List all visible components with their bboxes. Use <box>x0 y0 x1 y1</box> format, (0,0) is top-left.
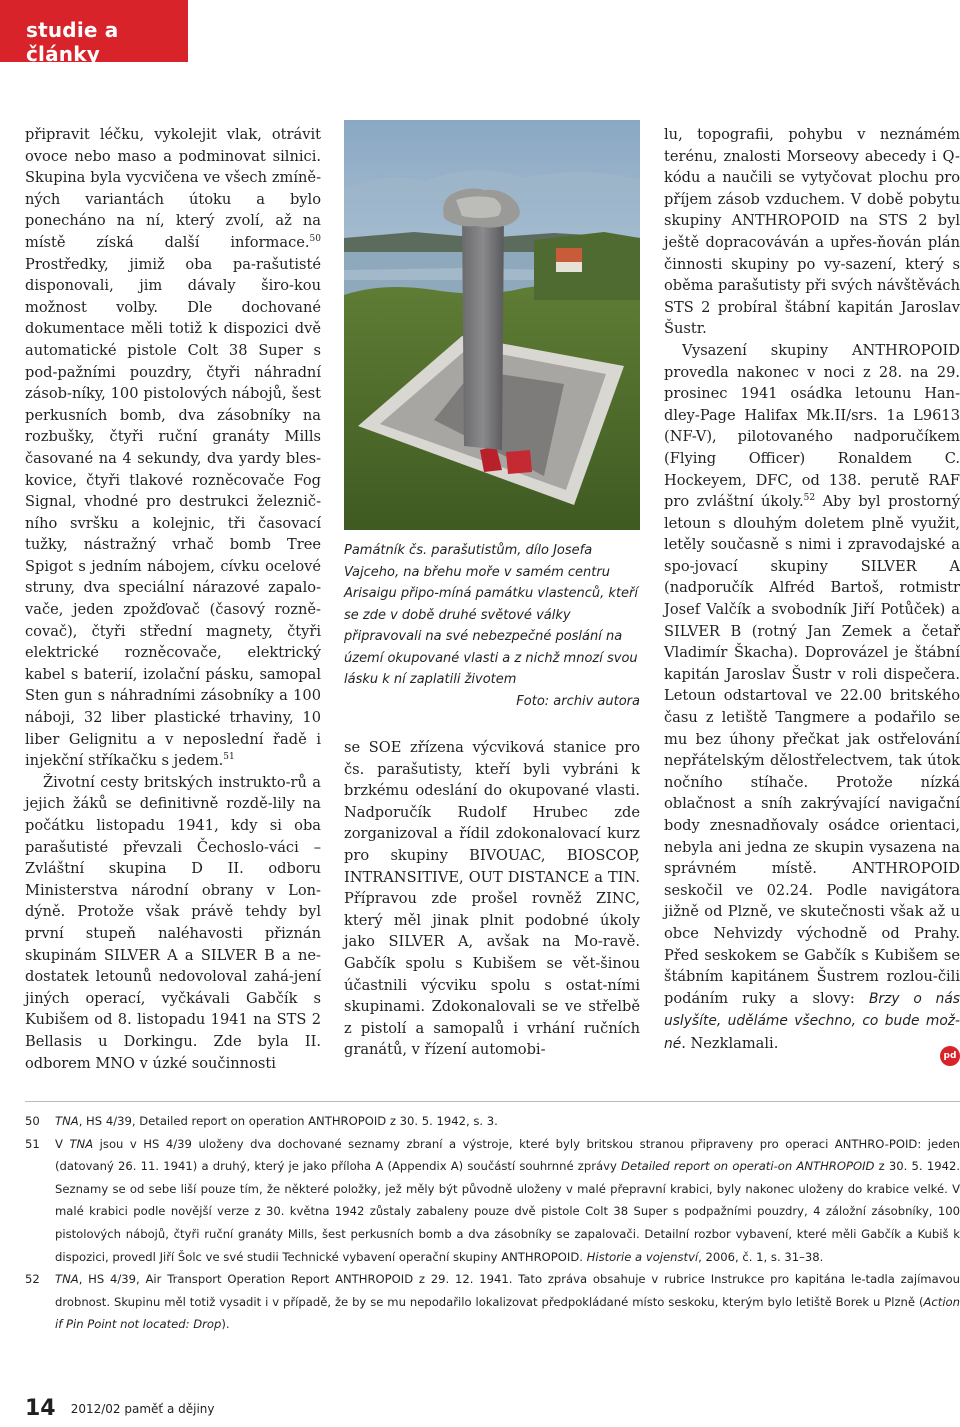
article-column-1 <box>25 124 321 1074</box>
footnote-italic: Detailed report on operati-on ANTHROPOID <box>621 1159 875 1174</box>
footnote-ref-51[interactable]: 51 <box>223 752 235 763</box>
caption-text: Památník čs. parašutistům, dílo Josefa Vajceho, na břehu moře v samém centru Arisaigu připo-míná památku vlastenců, kteří se zde v době druhé světové války připravovali na své nebezpečné poslání na území okupované vlasti a z nichž mnozí svou lásku k ní zaplatili životem <box>344 543 638 687</box>
footnote-italic: TNA <box>55 1272 79 1287</box>
footnote-50 <box>25 1110 960 1133</box>
end-mark-logo: pd <box>940 1046 960 1066</box>
quote-text: Brzy o nás uslyšíte, uděláme všechno, co bude mož-né <box>664 990 960 1052</box>
memorial-photo <box>344 120 640 530</box>
footnotes <box>25 1110 960 1336</box>
footnote-number: 50 <box>25 1114 40 1128</box>
article-column-2 <box>344 737 640 1061</box>
issue-label: 2012/02 paměť a dějiny <box>70 1401 215 1416</box>
article-column-3 <box>664 124 960 1056</box>
section-label: studie a články <box>26 18 119 66</box>
footnote-text: , 2006, č. 1, s. 31–38. <box>698 1249 824 1264</box>
footnote-ref-50[interactable]: 50 <box>309 234 321 245</box>
footnote-ref-52[interactable]: 52 <box>803 493 816 504</box>
footnote-italic: Action if Pin Point not located: Drop <box>55 1294 960 1332</box>
text-fragment: . Nezklamali. <box>681 1034 779 1052</box>
footnote-text: z 30. 5. 1942. Seznamy se od sebe liší pouze tím, že některé položky, jež měly být původně uloženy v malé přepravní krabici, byly nakonec uloženy do krabice velké. V malé krabici podle novější verze z 30. května 1942 zůstaly zabaleny pouze dvě pistole Colt 38 Super s podpažními pouzdry, 4 záložní zásobníky, 100 pistolových nábojů, čtyři ruční granáty Mills, šest perkusních bomb a dva zásobníky se zapalovači. Detailní rozbor vybavení, které měli Gabčík a Kubiš k dispozici, provedl Jiří Šolc ve své studii Technické vybavení operační skupiny ANTHROPOID. <box>55 1159 960 1264</box>
page-footer <box>25 1396 215 1421</box>
footnote-text: , HS 4/39, Detailed report on operation ANTHROPOID z 30. 5. 1942, s. 3. <box>78 1114 498 1128</box>
paragraph: lu, topografii, pohybu v neznámém terénu, znalosti Morseovy abecedy i Q-kódu a naučili se vytyčovat plochu pro příjem zásob vzduchem. V době pobytu skupiny ANTHROPOID na STS 2 byl ještě dopracováván a upřes-ňován plán činnosti skupiny po vy-sazení, který s oběma parašutisty při svých návštěvách STS 2 probíral štábní kapitán Jaroslav Šustr. <box>664 126 960 338</box>
footnote-text: , HS 4/39, Air Transport Operation Report ANTHROPOID z 29. 12. 1941. Tato zpráva obsahuje v rubrice Instrukce pro kapitána le-tadla zajímavou drobnost. Skupinu měl totiž vysadit i v případě, že by se mu nepodařilo lokalizovat předpokládané místo seskoku, kterým bylo letiště Borek u Plzně ( <box>55 1272 960 1309</box>
footnote-number: 52 <box>25 1272 40 1287</box>
section-tab <box>0 0 188 66</box>
text-fragment: Vysazení skupiny ANTHROPOID provedla nakonec v noci z 28. na 29. prosinec 1941 osádka letounu Han-dley-Page Halifax Mk.II/srs. 1a L9613 (NF-V), pilotovaného nadporučíkem (Flying Officer) Ronaldem C. Hockeyem, DFC, od 138. perutě RAF pro zvláštní úkoly. <box>664 341 960 511</box>
text-fragment: Aby byl prostorný letoun s dlouhým doletem plně využit, letěly současně s nimi i zpravodajské a spo-jovací skupiny SILVER A (nadporučík Alfréd Bartoš, rotmistr Josef Valčík a svobodník Jiří Potůček) a SILVER B (rotný Jan Zemek a četař Vladimír Škacha). Doprovázel je štábní kapitán Jaroslav Šustr v roli dispečera. Letoun odstartoval ve 22.00 britského času z letiště Tangmere a podařilo se mu bez úhony přečkat jak ostřelování nepřátelským dělostřelectvem, tak útok nočního stíhače. Protože nízká oblačnost a sníh zakrývající navigační body znesnadňovaly osádce orientaci, nebyla ani jedna ze skupin vysazena na správném místě. ANTHROPOID seskočil ve 02.24. Podle navigátora jižně od Plzně, ve skutečnosti však až u obce Nehvizdy východně od Prahy. Před seskokem se Gabčík s Kubišem se štábním kapitánem Šustrem rozlou-čili podáním ruky a slovy: <box>664 493 960 1007</box>
paragraph: se SOE zřízena výcviková stanice pro čs. parašutisty, kteří byli vybráni k brzkému odeslání do okupované vlasti. Nadporučík Rudolf Hrubec zde zorganizoval a řídil zdokonalovací kurz pro skupiny BIVOUAC, BIOSCOP, INTRANSITIVE, OUT DISTANCE a TIN. Přípravou zde prošel rovněž ZINC, který měl jinak plnit podobné úkoly jako SILVER A, avšak na Mo-ravě. Gabčík spolu s Kubišem se vět-šinou účastnili výcviku spolu s ostat-ními skupinami. Zdokonalovali se ve střelbě z pistolí a samopalů i vrhání ručních granátů, v řízení automobi- <box>344 739 640 1059</box>
footnote-51 <box>25 1133 960 1269</box>
footnote-52 <box>25 1268 960 1336</box>
paragraph <box>664 340 960 1056</box>
text-fragment: připravit léčku, vykolejit vlak, otrávit ovoce nebo maso a podminovat silnici. Skupina byla vycvičena ve všech zmíně-ných variantách útoku a bylo ponecháno na ní, který zvolí, až na místě získá další informace. <box>25 126 321 251</box>
footnote-italic: TNA <box>55 1114 79 1128</box>
text-fragment: Prostředky, jimiž oba pa-rašutisté disponovali, jim dávaly širo-kou možnost volby. Dle dochované dokumentace měli totiž k dispozici dvě automatické pistole Colt 38 Super s pod-pažními pouzdry, čtyři náhradní zásob-níky, 100 pistolových nábojů, šest perkusních bomb, dva zásobníky na rozbušky, čtyři ruční granáty Mills časované na 4 sekundy, dva yardy bles-kovice, čtyři tlakové rozněcovače Fog Signal, vhodné pro destrukci železnič-ního svršku a kolejnic, tři časovací tužky, nástražný vrhač bomb Tree Spigot s jedním nábojem, cívku ocelové struny, dva speciální nárazové zapalo-vače, jeden zpožďovač (časový rozně-covač), čtyři střední magnety, čtyři elektrické rozněcovače, elektrický kabel s baterií, izolační pásku, samopal Sten gun s náhradními zásobníky a 100 náboji, 32 liber plastické trhaviny, 10 liber Gelignitu a v neposlední řadě i injekční stříkačku s jedem. <box>25 255 321 770</box>
footnote-number: 51 <box>25 1136 40 1151</box>
footnote-text: ). <box>221 1317 230 1332</box>
footnote-divider <box>25 1101 960 1102</box>
paragraph: Životní cesty britských instrukto-rů a jejich žáků se definitivně rozdě-lily na počátku listopadu 1941, kdy si oba parašutisté převzali Čechoslo-váci – Zvláštní skupina D II. odboru Ministerstva národní obrany v Lon-dýně. Protože však právě tehdy byl první stupeň naléhavosti přiznán skupinám SILVER A a SILVER B a ne-dostatek letounů nedovoloval zahá-jení jiných operací, vyčkávali Gabčík s Kubišem od 8. listopadu 1941 na STS 2 Bellasis u Dorkingu. Zde byla II. odborem MNO v úzké součinnosti <box>25 773 321 1072</box>
footnote-italic: TNA <box>69 1136 94 1151</box>
footnote-text: V <box>55 1136 70 1151</box>
photo-caption <box>344 540 640 712</box>
footnote-text: jsou v HS 4/39 uloženy dva dochované seznamy zbraní a výstroje, které byly britskou stranou připraveny pro operaci ANTHRO-POID: jeden (datovaný 26. 11. 1941) a druhý, který je jako příloha A (Appendix A) součástí souhrnné zprávy <box>55 1136 960 1174</box>
page-number: 14 <box>25 1396 56 1421</box>
photo-credit: Foto: archiv autora <box>516 693 640 709</box>
paragraph <box>25 124 321 772</box>
footnote-italic: Historie a vojenství <box>586 1249 699 1264</box>
